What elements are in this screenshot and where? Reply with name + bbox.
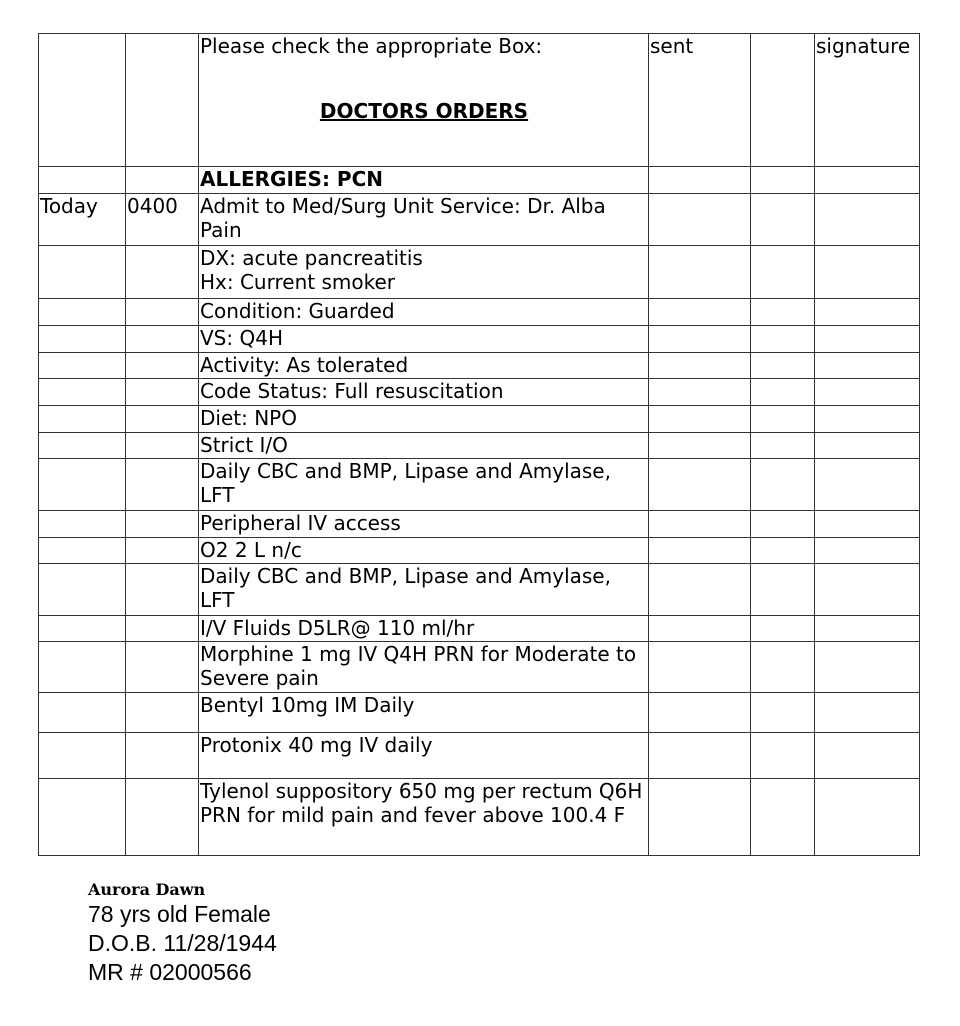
- sent-checkbox-cell[interactable]: [649, 733, 751, 779]
- order-date: [39, 564, 126, 616]
- order-row: [39, 326, 920, 353]
- order-text: Strict I/O: [199, 433, 649, 459]
- order-row: [39, 733, 920, 779]
- blank-cell[interactable]: [751, 167, 815, 194]
- order-date: Today: [39, 194, 126, 246]
- order-time: [126, 326, 199, 353]
- blank-cell[interactable]: [751, 733, 815, 779]
- sent-checkbox-cell[interactable]: [649, 299, 751, 326]
- order-row: [39, 538, 920, 564]
- patient-mrn: MR # 02000566: [88, 959, 252, 985]
- order-row: [39, 616, 920, 642]
- sent-checkbox-cell[interactable]: [649, 459, 751, 511]
- signature-cell[interactable]: [815, 353, 920, 379]
- signature-cell[interactable]: [815, 194, 920, 246]
- signature-cell[interactable]: [815, 299, 920, 326]
- blank-cell[interactable]: [751, 406, 815, 433]
- blank-cell[interactable]: [751, 642, 815, 693]
- instruction-cell: [199, 34, 649, 167]
- check-box-instruction: Please check the appropriate Box:: [200, 34, 543, 58]
- date-cell: [39, 167, 126, 194]
- order-time: [126, 433, 199, 459]
- signature-cell[interactable]: [815, 538, 920, 564]
- order-date: [39, 779, 126, 856]
- order-row: [39, 299, 920, 326]
- order-row: [39, 564, 920, 616]
- order-date: [39, 326, 126, 353]
- order-text: Tylenol suppository 650 mg per rectum Q6H PRN for mild pain and fever above 100.4 F: [199, 779, 649, 856]
- blank-cell[interactable]: [751, 194, 815, 246]
- order-time: [126, 538, 199, 564]
- signature-cell[interactable]: [815, 733, 920, 779]
- form-title: DOCTORS ORDERS: [319, 99, 529, 123]
- order-text: Peripheral IV access: [199, 511, 649, 538]
- order-text: I/V Fluids D5LR@ 110 ml/hr: [199, 616, 649, 642]
- sent-checkbox-cell[interactable]: [649, 564, 751, 616]
- sent-checkbox-cell[interactable]: [649, 246, 751, 299]
- patient-name: Aurora Dawn: [88, 880, 206, 899]
- allergies-row: [39, 167, 920, 194]
- signature-cell[interactable]: [815, 642, 920, 693]
- signature-cell[interactable]: [815, 433, 920, 459]
- order-text: Morphine 1 mg IV Q4H PRN for Moderate to Severe pain: [199, 642, 649, 693]
- order-date: [39, 246, 126, 299]
- signature-cell[interactable]: [815, 511, 920, 538]
- order-date: [39, 406, 126, 433]
- signature-cell[interactable]: [815, 564, 920, 616]
- order-row: [39, 459, 920, 511]
- order-time: [126, 693, 199, 733]
- blank-cell[interactable]: [751, 693, 815, 733]
- order-time: [126, 299, 199, 326]
- order-text: Activity: As tolerated: [199, 353, 649, 379]
- signature-cell[interactable]: [815, 406, 920, 433]
- header-row: [39, 34, 920, 167]
- order-time: [126, 733, 199, 779]
- order-date: [39, 379, 126, 406]
- order-date: [39, 459, 126, 511]
- blank-cell[interactable]: [751, 353, 815, 379]
- order-time: [126, 353, 199, 379]
- order-row: [39, 194, 920, 246]
- sent-checkbox-cell[interactable]: [649, 693, 751, 733]
- sent-checkbox-cell[interactable]: [649, 538, 751, 564]
- blank-cell[interactable]: [751, 511, 815, 538]
- signature-cell[interactable]: [815, 693, 920, 733]
- order-row: [39, 353, 920, 379]
- order-time: [126, 246, 199, 299]
- signature-cell[interactable]: [815, 167, 920, 194]
- sent-checkbox-cell[interactable]: [649, 433, 751, 459]
- signature-column-header: signature: [815, 34, 920, 167]
- allergies-text: ALLERGIES: PCN: [199, 167, 649, 194]
- patient-age-sex: 78 yrs old Female: [88, 901, 271, 927]
- blank-cell[interactable]: [751, 459, 815, 511]
- blank-cell[interactable]: [751, 246, 815, 299]
- order-text: Diet: NPO: [199, 406, 649, 433]
- order-text: Code Status: Full resuscitation: [199, 379, 649, 406]
- order-row: [39, 779, 920, 856]
- order-time: [126, 642, 199, 693]
- blank-cell[interactable]: [751, 564, 815, 616]
- patient-label: [88, 880, 277, 987]
- time-cell: [126, 34, 199, 167]
- sent-checkbox-cell[interactable]: [649, 406, 751, 433]
- order-time: [126, 564, 199, 616]
- blank-cell[interactable]: [751, 779, 815, 856]
- sent-checkbox-cell[interactable]: [649, 779, 751, 856]
- sent-checkbox-cell[interactable]: [649, 353, 751, 379]
- order-row: [39, 433, 920, 459]
- blank-cell[interactable]: [751, 326, 815, 353]
- patient-dob: D.O.B. 11/28/1944: [88, 930, 277, 956]
- order-row: [39, 511, 920, 538]
- blank-column-header: [751, 34, 815, 167]
- order-date: [39, 353, 126, 379]
- signature-cell[interactable]: [815, 246, 920, 299]
- order-text: O2 2 L n/c: [199, 538, 649, 564]
- signature-cell[interactable]: [815, 616, 920, 642]
- order-row: [39, 693, 920, 733]
- sent-checkbox-cell[interactable]: [649, 379, 751, 406]
- order-time: [126, 779, 199, 856]
- order-time: [126, 379, 199, 406]
- order-row: [39, 642, 920, 693]
- sent-checkbox-cell[interactable]: [649, 511, 751, 538]
- order-text: Condition: Guarded: [199, 299, 649, 326]
- date-cell: [39, 34, 126, 167]
- order-time: [126, 616, 199, 642]
- order-date: [39, 433, 126, 459]
- order-time: [126, 406, 199, 433]
- order-text: VS: Q4H: [199, 326, 649, 353]
- blank-cell[interactable]: [751, 538, 815, 564]
- signature-cell[interactable]: [815, 326, 920, 353]
- order-text: DX: acute pancreatitis Hx: Current smoker: [199, 246, 649, 299]
- order-text: Daily CBC and BMP, Lipase and Amylase, LFT: [199, 459, 649, 511]
- doctors-orders-table: [38, 33, 920, 856]
- order-date: [39, 642, 126, 693]
- order-date: [39, 733, 126, 779]
- blank-cell[interactable]: [751, 379, 815, 406]
- order-text: Admit to Med/Surg Unit Service: Dr. Alba Pain: [199, 194, 649, 246]
- signature-cell[interactable]: [815, 459, 920, 511]
- order-date: [39, 616, 126, 642]
- sent-checkbox-cell[interactable]: [649, 326, 751, 353]
- order-date: [39, 538, 126, 564]
- sent-checkbox-cell[interactable]: [649, 194, 751, 246]
- order-text: Daily CBC and BMP, Lipase and Amylase, LFT: [199, 564, 649, 616]
- signature-cell[interactable]: [815, 779, 920, 856]
- sent-checkbox-cell[interactable]: [649, 642, 751, 693]
- sent-column-header: sent: [649, 34, 751, 167]
- order-text: Protonix 40 mg IV daily: [199, 733, 649, 779]
- order-date: [39, 299, 126, 326]
- signature-cell[interactable]: [815, 379, 920, 406]
- order-time: [126, 459, 199, 511]
- order-text: Bentyl 10mg IM Daily: [199, 693, 649, 733]
- order-date: [39, 511, 126, 538]
- order-date: [39, 693, 126, 733]
- order-row: [39, 246, 920, 299]
- order-time: 0400: [126, 194, 199, 246]
- order-row: [39, 406, 920, 433]
- order-time: [126, 511, 199, 538]
- order-row: [39, 379, 920, 406]
- sent-checkbox-cell[interactable]: [649, 616, 751, 642]
- blank-cell[interactable]: [751, 616, 815, 642]
- blank-cell[interactable]: [751, 299, 815, 326]
- blank-cell[interactable]: [751, 433, 815, 459]
- sent-checkbox-cell[interactable]: [649, 167, 751, 194]
- time-cell: [126, 167, 199, 194]
